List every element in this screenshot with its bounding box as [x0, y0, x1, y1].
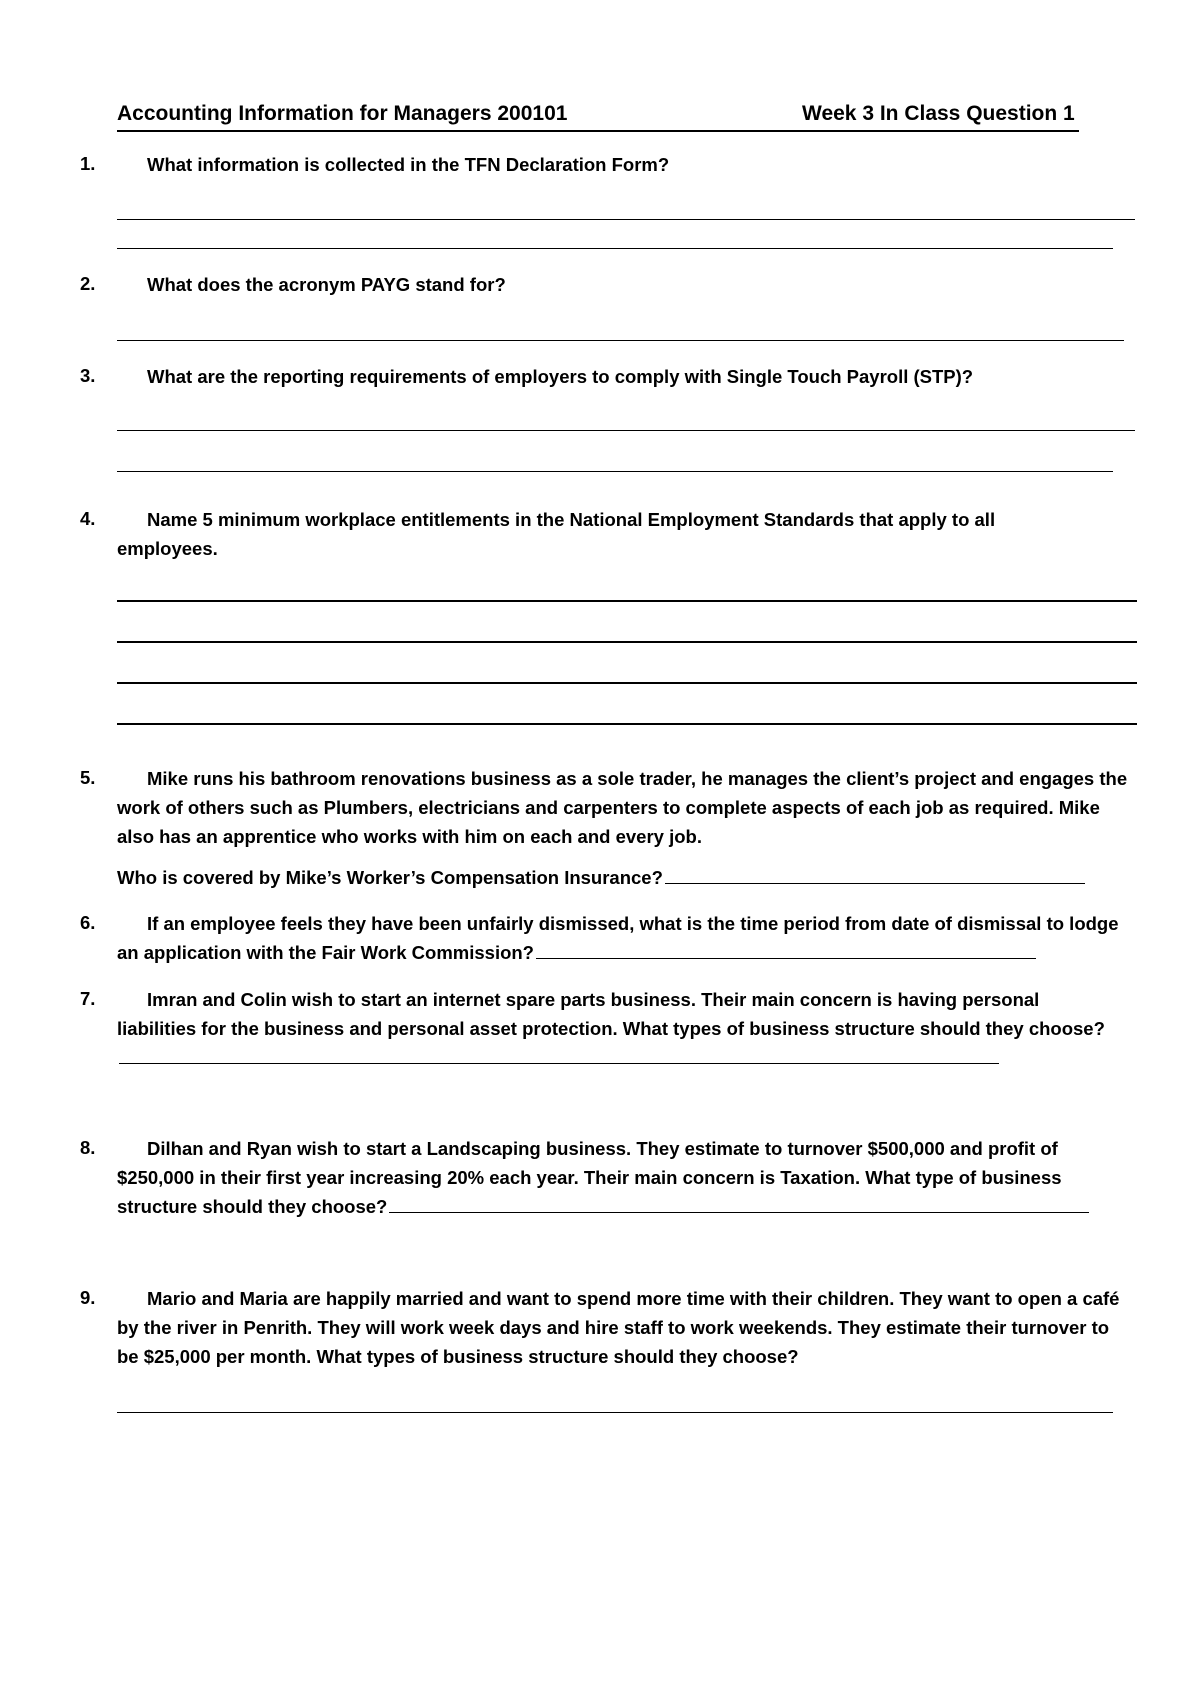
question-8-number: 8. — [80, 1137, 96, 1158]
question-3-label: What are the reporting requirements of employers to comply with Single Touch Payroll (STP)? — [147, 366, 974, 387]
question-5-number: 5. — [80, 767, 96, 788]
question-4-label: Name 5 minimum workplace entitlements in the National Employment Standards that apply to all employees. — [117, 509, 996, 559]
answer-line-3a[interactable] — [117, 430, 1135, 431]
week-title: Week 3 In Class Question 1 — [802, 102, 1075, 125]
question-1-label: What information is collected in the TFN Declaration Form? — [147, 154, 670, 175]
answer-line-1a[interactable] — [117, 219, 1135, 220]
question-2-label: What does the acronym PAYG stand for? — [147, 274, 506, 295]
question-9-text — [117, 1284, 1132, 1371]
question-7-number: 7. — [80, 988, 96, 1009]
question-5-subquestion — [117, 863, 1132, 892]
question-6-number: 6. — [80, 912, 96, 933]
answer-line-1b[interactable] — [117, 248, 1113, 249]
question-4-text — [117, 505, 1077, 563]
question-3-text — [117, 362, 1132, 391]
question-9-number: 9. — [80, 1287, 96, 1308]
answer-line-4d[interactable] — [117, 723, 1137, 725]
question-8-label: Dilhan and Ryan wish to start a Landscaping business. They estimate to turnover $500,000 and profit of $250,000 in their first year increasing 20% each year. Their main concern is Taxation. What type of business structure should they choose? — [117, 1138, 1062, 1217]
answer-line-4c[interactable] — [117, 682, 1137, 684]
question-9-label: Mario and Maria are happily married and want to spend more time with their children. They want to open a café by the river in Penrith. They will work week days and hire staff to work weekends. They estimate their turnover to be $25,000 per month. What types of business structure should they choose? — [117, 1288, 1120, 1367]
question-1-number: 1. — [80, 153, 96, 174]
page-header — [117, 102, 1079, 132]
answer-line-2a[interactable] — [117, 340, 1124, 341]
question-7-text — [117, 985, 1107, 1072]
question-5-sublabel: Who is covered by Mike’s Worker’s Compensation Insurance? — [117, 867, 663, 888]
question-6-label: If an employee feels they have been unfairly dismissed, what is the time period from date of dismissal to lodge an application with the Fair Work Commission? — [117, 913, 1119, 963]
answer-line-4b[interactable] — [117, 641, 1137, 643]
question-6-text — [117, 909, 1132, 967]
answer-line-3b[interactable] — [117, 471, 1113, 472]
answer-line-7[interactable] — [119, 1043, 999, 1064]
question-8-text — [117, 1134, 1127, 1221]
question-5-text — [117, 764, 1132, 851]
question-3-number: 3. — [80, 365, 96, 386]
answer-line-5[interactable] — [665, 863, 1085, 884]
question-5-label: Mike runs his bathroom renovations business as a sole trader, he manages the client’s project and engages the work of others such as Plumbers, electricians and carpenters to complete aspects of each job as required. Mike also has an apprentice who works with him on each and every job. — [117, 768, 1128, 847]
question-4-number: 4. — [80, 508, 96, 529]
question-2-text — [117, 270, 1132, 299]
answer-line-6[interactable] — [536, 938, 1036, 959]
answer-line-4a[interactable] — [117, 600, 1137, 602]
question-1-text — [117, 150, 1132, 179]
question-2-number: 2. — [80, 273, 96, 294]
answer-line-8[interactable] — [389, 1192, 1089, 1213]
course-title: Accounting Information for Managers 200101 — [117, 102, 568, 125]
question-7-label: Imran and Colin wish to start an internet spare parts business. Their main concern is having personal liabilities for the business and personal asset protection. What types of business structure should they choose? — [117, 989, 1105, 1039]
answer-line-9[interactable] — [117, 1412, 1113, 1413]
